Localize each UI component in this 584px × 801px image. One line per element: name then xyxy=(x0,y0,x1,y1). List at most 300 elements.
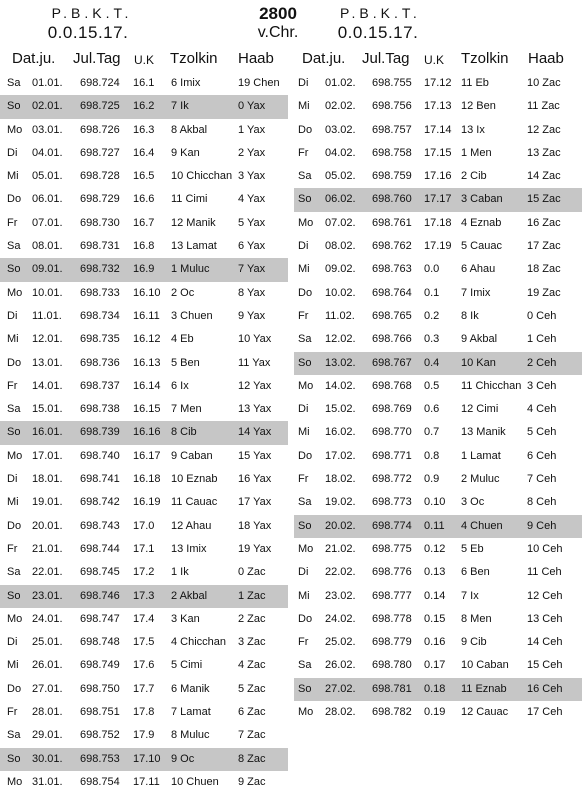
table-row xyxy=(0,328,288,351)
weekday-cell: So xyxy=(7,426,21,439)
haab-cell: 14 Ceh xyxy=(527,636,563,649)
weekday-cell: Mi xyxy=(298,589,310,602)
left-col-haab: Haab xyxy=(238,50,274,67)
uk-cell: 0.14 xyxy=(424,589,446,602)
julian-day-cell: 698.755 xyxy=(372,77,412,89)
weekday-cell: Mo xyxy=(7,612,23,625)
date-cell: 12.02. xyxy=(325,333,356,346)
table-row xyxy=(0,445,288,468)
table-row xyxy=(0,701,288,724)
date-cell: 20.02. xyxy=(325,519,356,532)
tzolkin-cell: 10 Caban xyxy=(461,659,509,672)
tzolkin-cell: 8 Men xyxy=(461,612,492,625)
haab-cell: 11 Ceh xyxy=(527,566,562,579)
weekday-cell: Mo xyxy=(7,123,23,136)
weekday-cell: Fr xyxy=(298,309,309,322)
date-cell: 20.01. xyxy=(32,519,63,532)
table-row xyxy=(294,608,582,631)
date-cell: 23.01. xyxy=(32,589,63,602)
haab-cell: 6 Yax xyxy=(238,240,266,253)
julian-day-cell: 698.756 xyxy=(372,100,412,113)
uk-cell: 17.5 xyxy=(133,636,155,649)
table-row xyxy=(294,631,582,654)
julian-day-cell: 698.758 xyxy=(372,146,412,159)
date-cell: 17.01. xyxy=(32,449,63,462)
uk-cell: 17.11 xyxy=(133,775,160,788)
tzolkin-cell: 2 Muluc xyxy=(461,473,500,486)
haab-cell: 18 Zac xyxy=(527,263,561,276)
julian-day-cell: 698.768 xyxy=(372,379,412,392)
table-row xyxy=(0,585,288,608)
weekday-cell: Fr xyxy=(7,706,18,719)
uk-cell: 17.13 xyxy=(424,100,452,113)
date-cell: 25.02. xyxy=(325,636,356,649)
tzolkin-cell: 13 Imix xyxy=(171,542,207,555)
uk-cell: 17.18 xyxy=(424,216,452,229)
table-row xyxy=(294,212,582,235)
right-col-haab: Haab xyxy=(528,50,564,67)
table-row xyxy=(0,188,288,211)
tzolkin-cell: 11 Cauac xyxy=(171,496,218,509)
julian-day-cell: 698.752 xyxy=(80,729,120,742)
julian-day-cell: 698.771 xyxy=(372,449,412,462)
weekday-cell: So xyxy=(7,752,21,765)
julian-day-cell: 698.761 xyxy=(372,216,412,229)
uk-cell: 0.15 xyxy=(424,612,446,625)
date-cell: 13.02. xyxy=(325,356,356,369)
date-cell: 04.02. xyxy=(325,146,356,159)
right-pbkt-value: 0.0.15.17. xyxy=(337,23,419,42)
weekday-cell: Do xyxy=(298,286,313,299)
date-cell: 16.02. xyxy=(325,426,356,439)
table-row xyxy=(0,305,288,328)
julian-day-cell: 698.760 xyxy=(372,193,412,206)
uk-cell: 16.13 xyxy=(133,356,161,369)
weekday-cell: So xyxy=(7,589,21,602)
date-cell: 17.02. xyxy=(325,449,356,462)
tzolkin-cell: 10 Eznab xyxy=(171,473,218,486)
haab-cell: 15 Ceh xyxy=(527,659,563,672)
haab-cell: 18 Yax xyxy=(238,519,272,532)
haab-cell: 1 Zac xyxy=(238,589,266,602)
weekday-cell: Fr xyxy=(298,636,309,649)
date-cell: 02.02. xyxy=(325,100,356,113)
date-cell: 24.02. xyxy=(325,612,356,625)
date-cell: 19.02. xyxy=(325,496,356,509)
table-row xyxy=(0,538,288,561)
weekday-cell: Sa xyxy=(298,333,312,346)
table-row xyxy=(294,95,582,118)
tzolkin-cell: 1 Ik xyxy=(171,566,189,579)
date-cell: 21.02. xyxy=(325,542,356,555)
haab-cell: 9 Zac xyxy=(238,775,266,788)
table-row xyxy=(0,95,288,118)
tzolkin-cell: 6 Imix xyxy=(171,77,201,89)
table-row xyxy=(294,585,582,608)
julian-day-cell: 698.751 xyxy=(80,706,120,719)
weekday-cell: Fr xyxy=(7,216,18,229)
julian-day-cell: 698.745 xyxy=(80,566,120,579)
julian-day-cell: 698.738 xyxy=(80,403,120,416)
tzolkin-cell: 9 Oc xyxy=(171,752,195,765)
weekday-cell: Mi xyxy=(7,170,19,183)
haab-cell: 5 Ceh xyxy=(527,426,557,439)
uk-cell: 0.7 xyxy=(424,426,440,439)
date-cell: 02.01. xyxy=(32,100,63,113)
tzolkin-cell: 3 Caban xyxy=(461,193,503,206)
date-cell: 08.02. xyxy=(325,240,356,253)
weekday-cell: Do xyxy=(7,193,22,206)
haab-cell: 10 Zac xyxy=(527,77,561,89)
uk-cell: 17.4 xyxy=(133,612,155,625)
uk-cell: 0.9 xyxy=(424,473,440,486)
julian-day-cell: 698.778 xyxy=(372,612,412,625)
julian-day-cell: 698.742 xyxy=(80,496,120,509)
right-col-uk: U.K xyxy=(424,53,445,67)
tzolkin-cell: 11 Chicchan xyxy=(461,379,522,392)
haab-cell: 7 Yax xyxy=(238,263,266,276)
date-cell: 28.01. xyxy=(32,706,63,719)
weekday-cell: So xyxy=(298,519,312,532)
haab-cell: 14 Yax xyxy=(238,426,272,439)
weekday-cell: Sa xyxy=(7,566,21,579)
uk-cell: 0.12 xyxy=(424,542,446,555)
table-row xyxy=(294,468,582,491)
weekday-cell: Do xyxy=(298,449,313,462)
date-cell: 05.01. xyxy=(32,170,63,183)
uk-cell: 0.18 xyxy=(424,682,446,695)
julian-day-cell: 698.765 xyxy=(372,309,412,322)
uk-cell: 0.6 xyxy=(424,403,440,416)
date-cell: 03.02. xyxy=(325,123,356,136)
date-cell: 15.01. xyxy=(32,403,63,416)
tzolkin-cell: 11 Eznab xyxy=(461,682,507,695)
date-cell: 11.02. xyxy=(325,309,355,322)
uk-cell: 0.13 xyxy=(424,566,446,579)
haab-cell: 0 Yax xyxy=(238,100,266,113)
table-row xyxy=(0,165,288,188)
julian-day-cell: 698.763 xyxy=(372,263,412,276)
uk-cell: 17.19 xyxy=(424,240,452,253)
right-col-tzolkin: Tzolkin xyxy=(461,50,509,67)
uk-cell: 0.5 xyxy=(424,379,440,392)
table-row xyxy=(0,212,288,235)
table-row xyxy=(0,398,288,421)
date-cell: 18.02. xyxy=(325,473,356,486)
date-cell: 22.01. xyxy=(32,566,63,579)
uk-cell: 17.14 xyxy=(424,123,452,136)
weekday-cell: Mo xyxy=(7,775,23,788)
tzolkin-cell: 13 Manik xyxy=(461,426,506,439)
haab-cell: 16 Yax xyxy=(238,473,272,486)
year-title: 2800 xyxy=(259,4,297,23)
date-cell: 19.01. xyxy=(32,496,63,509)
table-row xyxy=(0,561,288,584)
weekday-cell: Do xyxy=(7,519,22,532)
date-cell: 03.01. xyxy=(32,123,63,136)
julian-day-cell: 698.728 xyxy=(80,170,120,183)
uk-cell: 16.1 xyxy=(133,77,155,89)
julian-day-cell: 698.773 xyxy=(372,496,412,509)
julian-day-cell: 698.753 xyxy=(80,752,120,765)
weekday-cell: Mo xyxy=(298,379,314,392)
weekday-cell: Sa xyxy=(7,729,21,742)
date-cell: 07.01. xyxy=(32,216,63,229)
tzolkin-cell: 5 Cimi xyxy=(171,659,203,672)
uk-cell: 0.2 xyxy=(424,309,440,322)
weekday-cell: Mo xyxy=(298,706,314,719)
table-row xyxy=(294,491,582,514)
tzolkin-cell: 9 Caban xyxy=(171,449,213,462)
weekday-cell: So xyxy=(7,263,21,276)
tzolkin-cell: 12 Manik xyxy=(171,216,216,229)
date-cell: 09.01. xyxy=(32,263,63,276)
haab-cell: 2 Zac xyxy=(238,612,266,625)
uk-cell: 0.11 xyxy=(424,519,445,532)
julian-day-cell: 698.739 xyxy=(80,426,120,439)
table-row xyxy=(294,654,582,677)
weekday-cell: Mi xyxy=(7,496,19,509)
julian-day-cell: 698.764 xyxy=(372,286,412,299)
weekday-cell: Mi xyxy=(7,659,19,672)
tzolkin-cell: 7 Imix xyxy=(461,286,491,299)
julian-day-cell: 698.766 xyxy=(372,333,412,346)
julian-day-cell: 698.769 xyxy=(372,403,412,416)
weekday-cell: Mo xyxy=(7,449,23,462)
table-row xyxy=(0,654,288,677)
uk-cell: 16.11 xyxy=(133,309,160,322)
tzolkin-cell: 8 Muluc xyxy=(171,729,210,742)
weekday-cell: Fr xyxy=(298,473,309,486)
table-row xyxy=(0,515,288,538)
uk-cell: 16.14 xyxy=(133,379,161,392)
table-row xyxy=(0,748,288,771)
weekday-cell: Di xyxy=(298,566,309,579)
julian-day-cell: 698.776 xyxy=(372,566,412,579)
date-cell: 31.01. xyxy=(32,775,63,788)
date-cell: 08.01. xyxy=(32,240,63,253)
uk-cell: 17.12 xyxy=(424,77,452,89)
table-row xyxy=(294,305,582,328)
haab-cell: 10 Ceh xyxy=(527,542,563,555)
uk-cell: 17.7 xyxy=(133,682,155,695)
tzolkin-cell: 9 Cib xyxy=(461,636,487,649)
haab-cell: 12 Yax xyxy=(238,379,272,392)
table-row xyxy=(0,142,288,165)
table-row xyxy=(0,491,288,514)
julian-day-cell: 698.782 xyxy=(372,706,412,719)
table-row xyxy=(294,235,582,258)
haab-cell: 11 Yax xyxy=(238,356,271,369)
haab-cell: 19 Zac xyxy=(527,286,561,299)
haab-cell: 9 Yax xyxy=(238,309,266,322)
haab-cell: 8 Yax xyxy=(238,286,266,299)
haab-cell: 2 Yax xyxy=(238,146,266,159)
weekday-cell: Di xyxy=(7,309,18,322)
haab-cell: 8 Zac xyxy=(238,752,266,765)
left-pbkt-label: P.B.K.T. xyxy=(51,5,133,21)
julian-day-cell: 698.781 xyxy=(372,682,412,695)
weekday-cell: Mi xyxy=(298,426,310,439)
haab-cell: 17 Zac xyxy=(527,240,561,253)
julian-day-cell: 698.779 xyxy=(372,636,412,649)
weekday-cell: Sa xyxy=(298,496,312,509)
left-table xyxy=(0,72,288,794)
date-cell: 27.02. xyxy=(325,682,356,695)
weekday-cell: So xyxy=(298,356,312,369)
date-cell: 01.02. xyxy=(325,77,356,89)
haab-cell: 3 Yax xyxy=(238,170,266,183)
julian-day-cell: 698.729 xyxy=(80,193,120,206)
table-row xyxy=(294,119,582,142)
table-row xyxy=(294,142,582,165)
uk-cell: 16.3 xyxy=(133,123,155,136)
julian-day-cell: 698.747 xyxy=(80,612,120,625)
table-row xyxy=(294,165,582,188)
weekday-cell: Do xyxy=(7,682,22,695)
weekday-cell: Fr xyxy=(298,146,309,159)
left-col-jul: Jul.Tag xyxy=(73,50,121,67)
tzolkin-cell: 3 Oc xyxy=(461,496,485,509)
tzolkin-cell: 10 Kan xyxy=(461,356,496,369)
haab-cell: 14 Zac xyxy=(527,170,561,183)
haab-cell: 9 Ceh xyxy=(527,519,557,532)
table-row xyxy=(294,515,582,538)
tzolkin-cell: 4 Chuen xyxy=(461,519,503,532)
date-cell: 05.02. xyxy=(325,170,356,183)
julian-day-cell: 698.737 xyxy=(80,379,120,392)
haab-cell: 0 Ceh xyxy=(527,309,557,322)
julian-day-cell: 698.740 xyxy=(80,449,120,462)
table-row xyxy=(294,538,582,561)
tzolkin-cell: 7 Ik xyxy=(171,100,189,113)
table-row xyxy=(294,328,582,351)
julian-day-cell: 698.775 xyxy=(372,542,412,555)
julian-day-cell: 698.777 xyxy=(372,589,412,602)
tzolkin-cell: 4 Chicchan xyxy=(171,636,227,649)
tzolkin-cell: 7 Men xyxy=(171,403,202,416)
tzolkin-cell: 9 Akbal xyxy=(461,333,498,346)
weekday-cell: Di xyxy=(298,240,309,253)
tzolkin-cell: 8 Akbal xyxy=(171,123,208,136)
table-row xyxy=(294,282,582,305)
uk-cell: 17.17 xyxy=(424,193,452,206)
table-row xyxy=(0,724,288,747)
date-cell: 23.02. xyxy=(325,589,356,602)
date-cell: 06.02. xyxy=(325,193,356,206)
right-table xyxy=(294,72,582,724)
uk-cell: 16.8 xyxy=(133,240,155,253)
uk-cell: 0.4 xyxy=(424,356,440,369)
weekday-cell: Di xyxy=(298,77,309,89)
haab-cell: 4 Yax xyxy=(238,193,266,206)
weekday-cell: Do xyxy=(7,356,22,369)
haab-cell: 13 Yax xyxy=(238,403,272,416)
julian-day-cell: 698.767 xyxy=(372,356,412,369)
table-row xyxy=(294,701,582,724)
haab-cell: 6 Zac xyxy=(238,706,266,719)
weekday-cell: Mi xyxy=(298,100,310,113)
uk-cell: 17.16 xyxy=(424,170,452,183)
haab-cell: 5 Yax xyxy=(238,216,266,229)
weekday-cell: Di xyxy=(7,473,18,486)
julian-day-cell: 698.727 xyxy=(80,146,120,159)
table-row xyxy=(294,561,582,584)
uk-cell: 16.12 xyxy=(133,333,161,346)
date-cell: 25.01. xyxy=(32,636,63,649)
tzolkin-cell: 4 Eznab xyxy=(461,216,502,229)
uk-cell: 17.15 xyxy=(424,146,452,159)
date-cell: 30.01. xyxy=(32,752,63,765)
date-cell: 10.01. xyxy=(32,286,63,299)
table-row xyxy=(0,258,288,281)
uk-cell: 16.17 xyxy=(133,449,161,462)
haab-cell: 10 Yax xyxy=(238,333,272,346)
table-row xyxy=(0,771,288,794)
tzolkin-cell: 1 Men xyxy=(461,146,492,159)
weekday-cell: Sa xyxy=(7,240,21,253)
date-cell: 24.01. xyxy=(32,612,63,625)
table-row xyxy=(294,72,582,95)
haab-cell: 1 Ceh xyxy=(527,333,557,346)
uk-cell: 0.16 xyxy=(424,636,446,649)
uk-cell: 0.0 xyxy=(424,263,440,276)
haab-cell: 16 Zac xyxy=(527,216,561,229)
tzolkin-cell: 11 Eb xyxy=(461,77,489,89)
haab-cell: 1 Yax xyxy=(238,123,266,136)
julian-day-cell: 698.734 xyxy=(80,309,120,322)
table-row xyxy=(294,352,582,375)
haab-cell: 3 Ceh xyxy=(527,379,557,392)
uk-cell: 16.7 xyxy=(133,216,155,229)
julian-day-cell: 698.724 xyxy=(80,77,120,89)
haab-cell: 15 Yax xyxy=(238,449,272,462)
haab-cell: 4 Ceh xyxy=(527,403,557,416)
tzolkin-cell: 6 Manik xyxy=(171,682,210,695)
julian-day-cell: 698.748 xyxy=(80,636,120,649)
date-cell: 09.02. xyxy=(325,263,356,276)
julian-day-cell: 698.746 xyxy=(80,589,120,602)
haab-cell: 8 Ceh xyxy=(527,496,557,509)
haab-cell: 2 Ceh xyxy=(527,356,557,369)
weekday-cell: Di xyxy=(298,403,309,416)
tzolkin-cell: 11 Cimi xyxy=(171,193,208,206)
haab-cell: 5 Zac xyxy=(238,682,266,695)
weekday-cell: Mo xyxy=(298,216,314,229)
uk-cell: 16.18 xyxy=(133,473,161,486)
julian-day-cell: 698.725 xyxy=(80,100,120,113)
date-cell: 26.01. xyxy=(32,659,63,672)
date-cell: 16.01. xyxy=(32,426,63,439)
tzolkin-cell: 1 Lamat xyxy=(461,449,501,462)
julian-day-cell: 698.741 xyxy=(80,473,120,486)
left-pbkt-value: 0.0.15.17. xyxy=(47,23,129,42)
uk-cell: 0.19 xyxy=(424,706,446,719)
uk-cell: 0.3 xyxy=(424,333,440,346)
date-cell: 26.02. xyxy=(325,659,356,672)
uk-cell: 0.8 xyxy=(424,449,440,462)
julian-day-cell: 698.732 xyxy=(80,263,120,276)
haab-cell: 12 Zac xyxy=(527,123,561,136)
date-cell: 14.02. xyxy=(325,379,356,392)
date-cell: 15.02. xyxy=(325,403,356,416)
tzolkin-cell: 13 Ix xyxy=(461,123,485,136)
right-col-date: Dat.ju. xyxy=(302,50,346,67)
uk-cell: 17.2 xyxy=(133,566,155,579)
uk-cell: 17.3 xyxy=(133,589,155,602)
weekday-cell: Sa xyxy=(7,403,21,416)
uk-cell: 16.2 xyxy=(133,100,155,113)
